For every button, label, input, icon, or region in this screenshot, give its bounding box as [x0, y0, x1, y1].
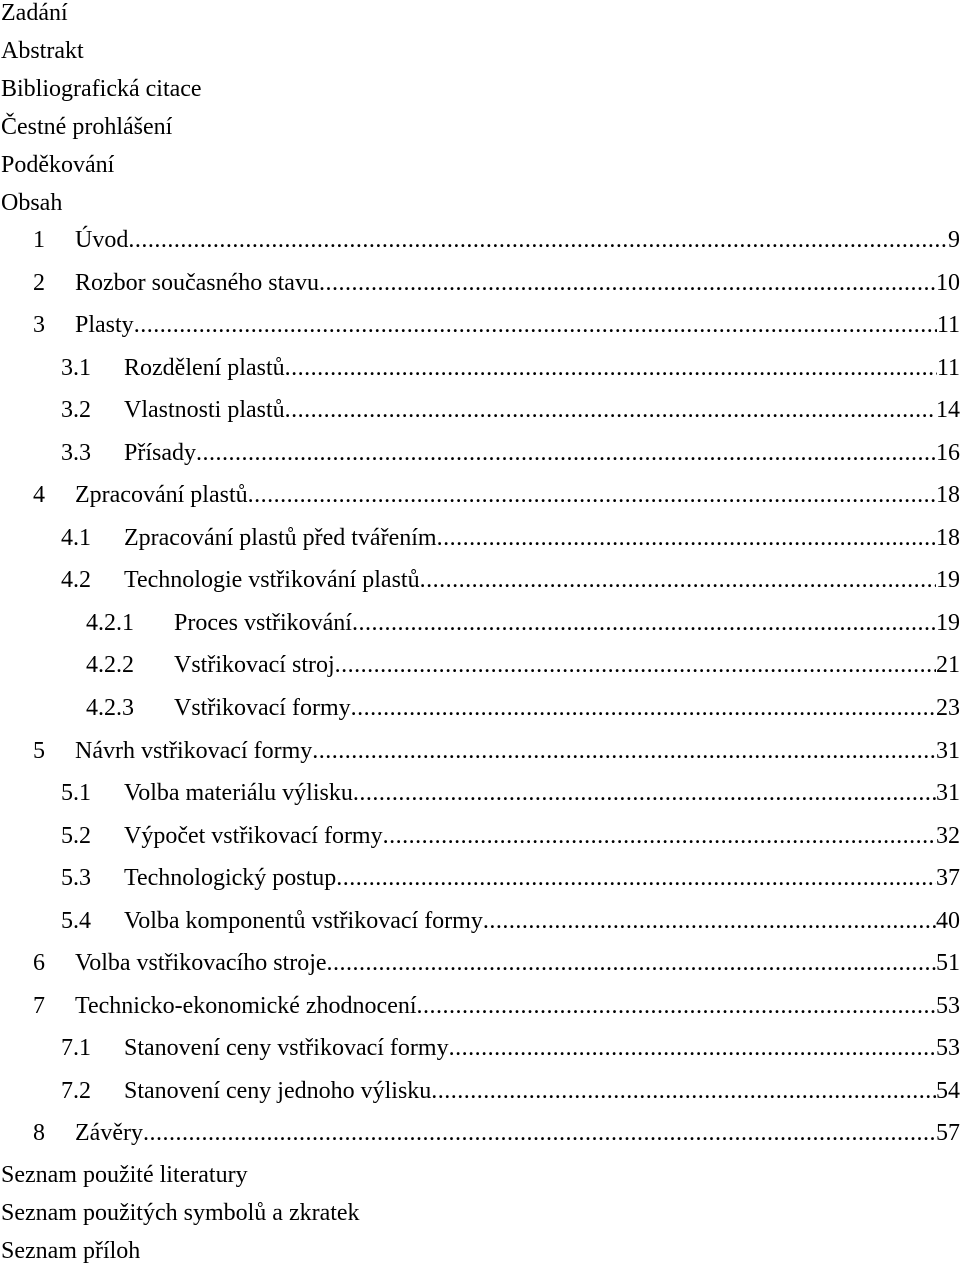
dot-leader — [437, 517, 936, 560]
toc-entry[interactable] — [0, 517, 960, 560]
toc-entry-number: 3.1 — [61, 354, 91, 381]
toc-entry-page: 18 — [936, 482, 960, 509]
toc-entry-leader-row — [75, 474, 960, 517]
toc-entry-number: 4.2 — [61, 567, 91, 594]
dot-leader — [335, 644, 936, 687]
toc-entry-number: 6 — [33, 950, 45, 977]
toc-entry-title[interactable]: Úvod — [75, 219, 128, 262]
toc-entry-page: 18 — [936, 524, 960, 551]
toc-entry-page: 11 — [936, 312, 960, 339]
toc-entry-page: 9 — [948, 227, 960, 253]
toc-entry[interactable] — [0, 942, 960, 985]
toc-entry-page: 10 — [936, 269, 960, 296]
back-matter-item[interactable]: Seznam použité literatury — [1, 1162, 248, 1188]
toc-entry-title[interactable]: Rozdělení plastů — [124, 347, 285, 390]
toc-entry[interactable] — [0, 262, 960, 305]
toc-entry-title[interactable]: Volba vstřikovacího stroje — [75, 942, 327, 985]
toc-entry-number: 2 — [33, 269, 45, 296]
dot-leader — [327, 942, 936, 985]
toc-entry-page: 11 — [936, 354, 960, 381]
toc-entry-leader-row — [124, 1070, 960, 1113]
toc-entry-page: 51 — [936, 950, 960, 977]
toc-entry-number: 5.2 — [61, 822, 91, 849]
toc-entry[interactable] — [0, 389, 960, 432]
toc-entry-number: 3 — [33, 312, 45, 339]
toc-entry[interactable] — [0, 559, 960, 602]
toc-entry-title[interactable]: Vstřikovací formy — [174, 687, 351, 730]
dot-leader — [449, 1027, 936, 1070]
toc-entry-leader-row — [174, 687, 960, 730]
toc-entry-leader-row — [124, 432, 960, 475]
dot-leader — [417, 985, 936, 1028]
toc-entry-leader-row — [75, 730, 960, 773]
toc-entry-title[interactable]: Technologie vstřikování plastů — [124, 559, 420, 602]
dot-leader — [128, 219, 948, 262]
toc-entry-page: 19 — [936, 609, 960, 636]
dot-leader — [483, 900, 936, 943]
front-matter-item[interactable]: Zadání — [1, 0, 68, 26]
toc-entry-title[interactable]: Závěry — [75, 1112, 143, 1155]
dot-leader — [352, 602, 936, 645]
toc-entry-page: 21 — [936, 652, 960, 679]
toc-entry[interactable] — [0, 1112, 960, 1155]
toc-entry[interactable] — [0, 347, 960, 390]
dot-leader — [143, 1112, 936, 1155]
toc-entry-leader-row — [124, 517, 960, 560]
dot-leader — [196, 432, 936, 475]
dot-leader — [336, 857, 936, 900]
toc-entry[interactable] — [0, 1027, 960, 1070]
front-matter-list — [1, 0, 901, 222]
toc-entry-page: 31 — [936, 737, 960, 764]
toc-entry[interactable] — [0, 730, 960, 773]
toc-entry-title[interactable]: Vlastnosti plastů — [124, 389, 285, 432]
toc-entry[interactable] — [0, 1070, 960, 1113]
toc-entry-leader-row — [75, 219, 960, 262]
toc-entry-page: 31 — [936, 780, 960, 807]
toc-entry-title[interactable]: Stanovení ceny vstřikovací formy — [124, 1027, 449, 1070]
dot-leader — [248, 474, 936, 517]
toc-entry[interactable] — [0, 644, 960, 687]
dot-leader — [353, 772, 936, 815]
toc-entry-title[interactable]: Výpočet vstřikovací formy — [124, 815, 383, 858]
toc-entry-leader-row — [174, 644, 960, 687]
dot-leader — [134, 304, 937, 347]
toc-entry-number: 1 — [33, 227, 45, 253]
toc-entry[interactable] — [0, 219, 960, 262]
toc-entry-leader-row — [174, 602, 960, 645]
front-matter-item[interactable]: Abstrakt — [1, 38, 84, 64]
toc-entry-page: 37 — [936, 865, 960, 892]
toc-entry-page: 53 — [936, 1035, 960, 1062]
toc-entry-number: 7.1 — [61, 1035, 91, 1062]
toc-entry[interactable] — [0, 985, 960, 1028]
dot-leader — [431, 1070, 936, 1113]
front-matter-item[interactable]: Poděkování — [1, 152, 115, 178]
toc-entry-leader-row — [124, 815, 960, 858]
toc-entry-title[interactable]: Vstřikovací stroj — [174, 644, 335, 687]
toc-entry[interactable] — [0, 857, 960, 900]
toc-entry-leader-row — [124, 1027, 960, 1070]
toc-entry[interactable] — [0, 772, 960, 815]
toc-entry-number: 4.1 — [61, 524, 91, 551]
toc-entry-title[interactable]: Volba materiálu výlisku — [124, 772, 353, 815]
toc-entry[interactable] — [0, 602, 960, 645]
back-matter-item[interactable]: Seznam použitých symbolů a zkratek — [1, 1200, 360, 1226]
toc-entry-leader-row — [75, 262, 960, 305]
toc-entry-number: 4 — [33, 482, 45, 509]
toc-entry-title[interactable]: Proces vstřikování — [174, 602, 352, 645]
toc-entry-number: 4.2.3 — [86, 695, 134, 722]
toc-entry-title[interactable]: Rozbor současného stavu — [75, 262, 319, 305]
toc-entry-page: 40 — [936, 907, 960, 934]
toc-entry-title[interactable]: Volba komponentů vstřikovací formy — [124, 900, 483, 943]
toc-entry-page: 32 — [936, 822, 960, 849]
toc-entry-page: 23 — [936, 695, 960, 722]
toc-entry-number: 4.2.1 — [86, 609, 134, 636]
toc-entry-number: 8 — [33, 1120, 45, 1147]
toc-entry-title[interactable]: Technicko-ekonomické zhodnocení — [75, 985, 417, 1028]
toc-entry-number: 7 — [33, 992, 45, 1019]
toc-entry-leader-row — [124, 900, 960, 943]
toc-entry-leader-row — [124, 347, 960, 390]
toc-entry-title[interactable]: Stanovení ceny jednoho výlisku — [124, 1070, 431, 1113]
toc-entry-title[interactable]: Zpracování plastů před tvářením — [124, 517, 437, 560]
dot-leader — [319, 262, 936, 305]
front-matter-item[interactable]: Obsah — [1, 190, 63, 216]
toc-entry-title[interactable]: Plasty — [75, 304, 134, 347]
table-of-contents — [0, 219, 960, 1155]
toc-entry-number: 7.2 — [61, 1077, 91, 1104]
toc-entry[interactable] — [0, 687, 960, 730]
back-matter-item[interactable]: Seznam příloh — [1, 1238, 141, 1264]
front-matter-item[interactable]: Bibliografická citace — [1, 76, 202, 102]
toc-entry-leader-row — [124, 772, 960, 815]
dot-leader — [285, 389, 936, 432]
toc-entry-leader-row — [124, 857, 960, 900]
toc-entry-title[interactable]: Návrh vstřikovací formy — [75, 730, 312, 773]
toc-entry-page: 54 — [936, 1077, 960, 1104]
dot-leader — [351, 687, 936, 730]
back-matter-list — [1, 1156, 901, 1270]
toc-entry-number: 5 — [33, 737, 45, 764]
toc-entry-leader-row — [75, 942, 960, 985]
dot-leader — [285, 347, 937, 390]
toc-entry[interactable] — [0, 304, 960, 347]
toc-entry-title[interactable]: Zpracování plastů — [75, 474, 248, 517]
toc-entry[interactable] — [0, 815, 960, 858]
dot-leader — [383, 815, 936, 858]
toc-entry-title[interactable]: Technologický postup — [124, 857, 336, 900]
toc-entry-leader-row — [124, 559, 960, 602]
toc-entry-number: 3.3 — [61, 439, 91, 466]
dot-leader — [420, 559, 936, 602]
toc-entry-page: 57 — [936, 1120, 960, 1147]
toc-entry-title[interactable]: Přísady — [124, 432, 196, 475]
toc-entry-number: 4.2.2 — [86, 652, 134, 679]
toc-entry-leader-row — [75, 304, 960, 347]
toc-entry-number: 5.3 — [61, 865, 91, 892]
toc-entry-page: 19 — [936, 567, 960, 594]
toc-entry-page: 14 — [936, 397, 960, 424]
toc-entry-page: 53 — [936, 992, 960, 1019]
dot-leader — [312, 730, 936, 773]
toc-entry-number: 5.1 — [61, 780, 91, 807]
toc-entry-leader-row — [75, 1112, 960, 1155]
toc-entry-leader-row — [124, 389, 960, 432]
toc-entry-leader-row — [75, 985, 960, 1028]
toc-entry[interactable] — [0, 474, 960, 517]
toc-entry-number: 3.2 — [61, 397, 91, 424]
toc-entry[interactable] — [0, 432, 960, 475]
front-matter-item[interactable]: Čestné prohlášení — [1, 114, 173, 140]
toc-entry-page: 16 — [936, 439, 960, 466]
toc-entry[interactable] — [0, 900, 960, 943]
toc-entry-number: 5.4 — [61, 907, 91, 934]
